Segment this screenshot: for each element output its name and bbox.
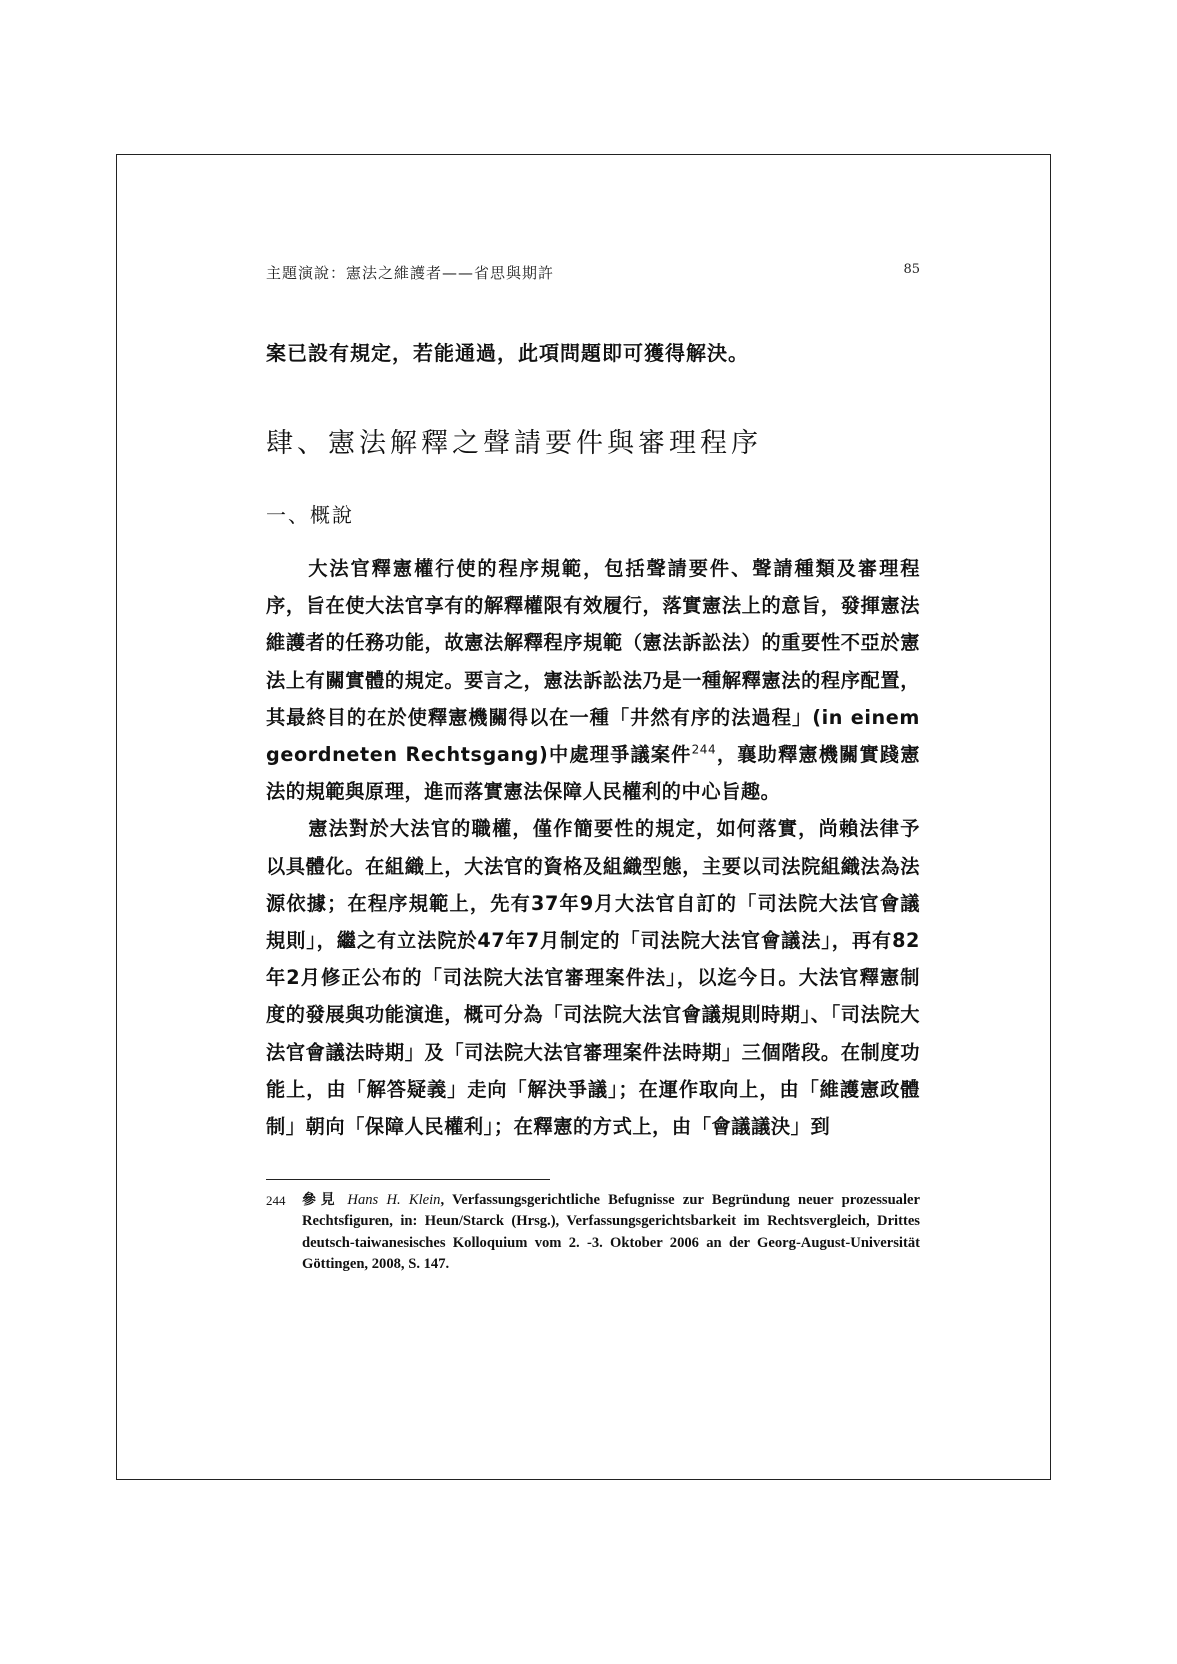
- continued-paragraph: 案已設有規定，若能通過，此項問題即可獲得解決。: [266, 341, 749, 365]
- footnote-reference[interactable]: 244: [691, 742, 717, 757]
- footnote: [266, 1190, 920, 1275]
- paragraph-1-text: 大法官釋憲權行使的程序規範，包括聲請要件、聲請種類及審理程序，旨在使大法官享有的解釋權限有效履行，落實憲法上的意旨，發揮憲法維護者的任務功能，故憲法解釋程序規範（憲法訴訟法）的重要性不亞於憲法上有關實體的規定。要言之，憲法訴訟法乃是一種解釋憲法的程序配置，其最終目的在於使釋憲機關得以在一種「井然有序的法過程」(in einem geordneten Rechtsgang)中處理爭議案件: [266, 557, 920, 767]
- footnote-prefix: 參見: [302, 1192, 340, 1209]
- subsection-heading: 一、概說: [266, 503, 354, 527]
- footnote-divider: [266, 1179, 550, 1180]
- section-heading: 肆、憲法解釋之聲請要件與審理程序: [266, 428, 762, 459]
- paragraph-1: [266, 550, 920, 810]
- footnote-citation: , Verfassungsgerichtliche Befugnisse zur Begründung neuer prozessualer Rechtsfiguren, in: Heun/Starck (Hrsg.), Verfassungsgerichtsbarkeit im Rechtsvergleich, Drittes deutsch-taiwanesisches Kolloquium vom 2. -3. Oktober 2006 an der Georg-August-Universität Göttingen, 2008, S. 147.: [302, 1192, 920, 1272]
- body-text: [266, 550, 920, 1145]
- page-content: [266, 258, 920, 1275]
- running-header: [266, 258, 920, 286]
- paragraph-1-continued: ，襄助釋憲機關實踐憲法的規範與原理，進而落實憲法保障人民權利的中心旨趣。: [266, 743, 920, 804]
- running-title: 主題演說：憲法之維護者——省思與期許: [266, 264, 555, 282]
- footnote-number: 244: [266, 1193, 286, 1209]
- footnote-author: Hans H. Klein: [347, 1192, 441, 1209]
- page-number: 85: [903, 262, 920, 277]
- paragraph-2: 憲法對於大法官的職權，僅作簡要性的規定，如何落實，尚賴法律予以具體化。在組織上，大法官的資格及組織型態，主要以司法院組織法為法源依據；在程序規範上，先有37年9月大法官自訂的「司法院大法官會議規則」，繼之有立法院於47年7月制定的「司法院大法官會議法」，再有82年2月修正公布的「司法院大法官審理案件法」，以迄今日。大法官釋憲制度的發展與功能演進，概可分為「司法院大法官會議規則時期」、「司法院大法官會議法時期」及「司法院大法官審理案件法時期」三個階段。在制度功能上，由「解答疑義」走向「解決爭議」；在運作取向上，由「維護憲政體制」朝向「保障人民權利」；在釋憲的方式上，由「會議議決」到: [266, 817, 920, 1139]
